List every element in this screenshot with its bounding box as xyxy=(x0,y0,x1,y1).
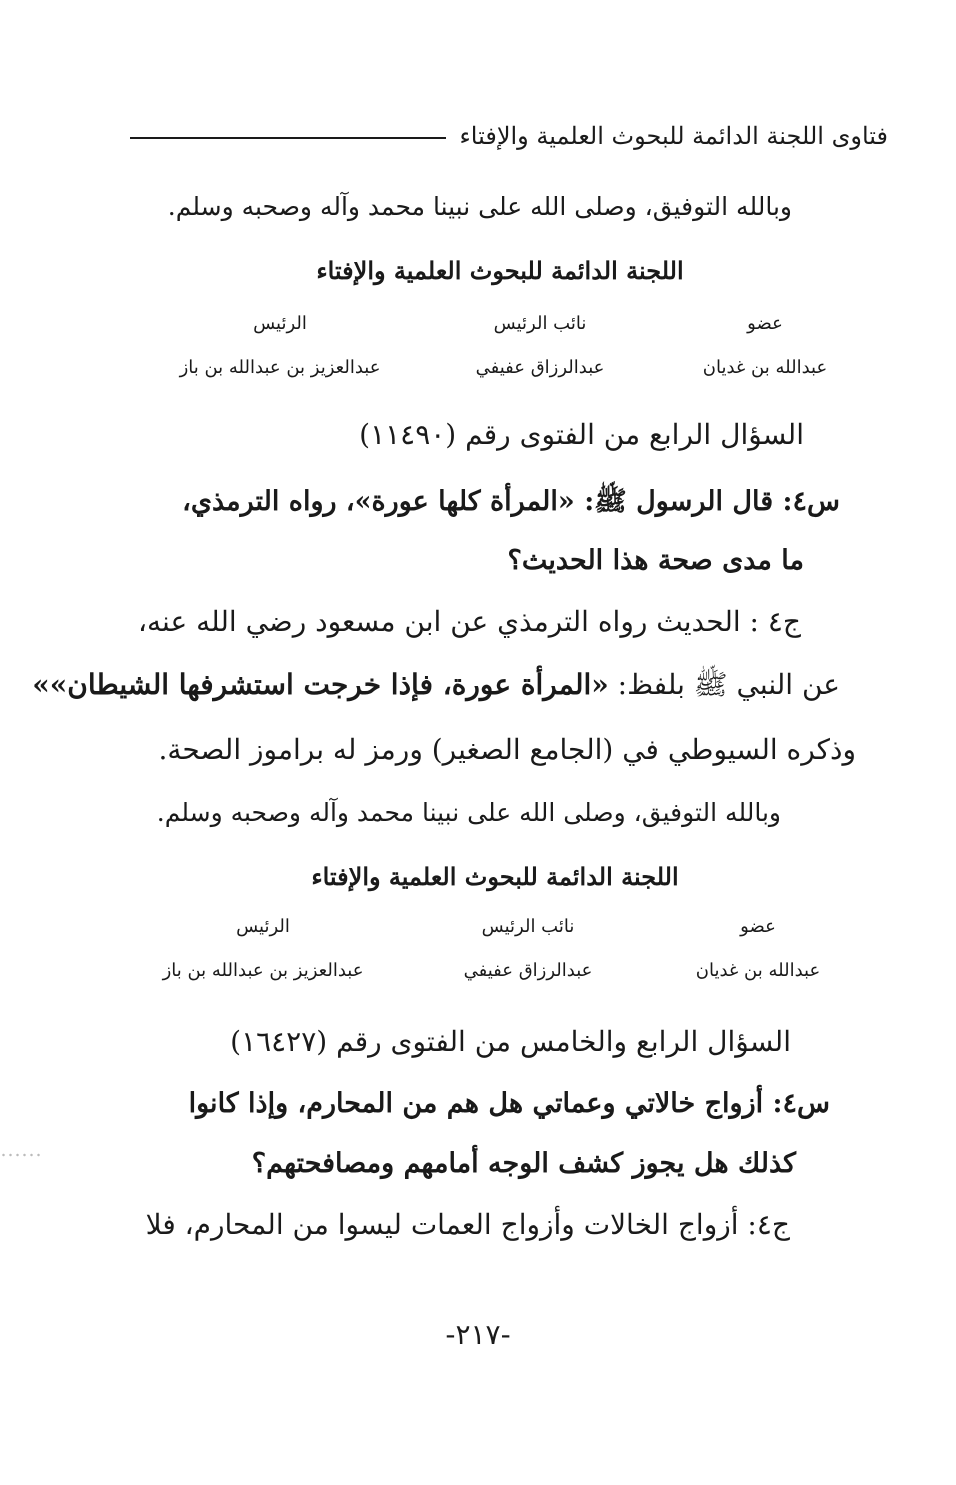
committee-name: اللجنة الدائمة للبحوث العلمية والإفتاء xyxy=(311,862,679,891)
closing-text: وبالله التوفيق، وصلى الله على نبينا محمد وآله وصحبه وسلم. xyxy=(167,192,792,221)
signatures-row xyxy=(165,302,845,390)
answer-line: وذكره السيوطي في (الجامع الصغير) ورمز له براموز الصحة. xyxy=(158,733,856,766)
header-title: فتاوى اللجنة الدائمة للبحوث العلمية والإفتاء xyxy=(459,122,888,150)
signatory-role: عضو xyxy=(747,313,783,334)
answer-line: ج٤ : الحديث رواه الترمذي عن ابن مسعود رضي الله عنه، xyxy=(137,605,801,638)
question-line: كذلك هل يجوز كشف الوجه أمامهم ومصافحتهم؟ xyxy=(251,1148,796,1179)
signatory-president xyxy=(148,905,378,993)
question-line: س٤: أزواج خالاتي وعماتي هل هم من المحارم، وإذا كانوا xyxy=(188,1088,830,1119)
signatory-role: نائب الرئيس xyxy=(481,916,575,937)
signatory-role: الرئيس xyxy=(236,916,290,937)
signatory-role: نائب الرئيس xyxy=(493,313,587,334)
signatures-row xyxy=(148,905,838,993)
signatory-name: عبدالله بن غديان xyxy=(695,960,821,981)
signatory-name: عبدالله بن غديان xyxy=(702,357,828,378)
answer-line xyxy=(32,668,840,708)
question-line: ما مدى صحة هذا الحديث؟ xyxy=(507,545,804,576)
signatory-name: عبدالعزيز بن عبدالله بن باز xyxy=(179,357,381,378)
committee-name: اللجنة الدائمة للبحوث العلمية والإفتاء xyxy=(316,256,684,285)
signatory-member xyxy=(678,905,838,993)
signatory-role: عضو xyxy=(740,916,776,937)
hadith-quote: «المرأة عورة، فإذا خرجت استشرفها الشيطان»» xyxy=(32,668,609,701)
signatory-vice-president xyxy=(438,905,618,993)
signatory-member xyxy=(685,302,845,390)
header-rule xyxy=(130,137,446,139)
answer-line: ج٤: أزواج الخالات وأزواج العمات ليسوا من المحارم، فلا xyxy=(145,1208,790,1241)
question-heading: السؤال الرابع من الفتوى رقم (١١٤٩٠) xyxy=(359,418,804,451)
scan-edge-marks xyxy=(0,1150,40,1160)
answer-prefix: عن النبي ﷺ بلفظ: xyxy=(608,668,840,701)
signatory-president xyxy=(165,302,395,390)
page-number: -٢١٧- xyxy=(445,1318,511,1351)
closing-text: وبالله التوفيق، وصلى الله على نبينا محمد وآله وصحبه وسلم. xyxy=(156,798,781,827)
signatory-vice-president xyxy=(450,302,630,390)
signatory-role: الرئيس xyxy=(253,313,307,334)
signatory-name: عبدالرزاق عفيفي xyxy=(475,357,605,378)
signatory-name: عبدالرزاق عفيفي xyxy=(463,960,593,981)
running-header xyxy=(130,122,888,150)
question-line: س٤: قال الرسول ﷺ: «المرأة كلها عورة»، رواه الترمذي، xyxy=(182,486,840,517)
question-heading: السؤال الرابع والخامس من الفتوى رقم (١٦٤٢٧) xyxy=(230,1025,791,1058)
signatory-name: عبدالعزيز بن عبدالله بن باز xyxy=(162,960,364,981)
